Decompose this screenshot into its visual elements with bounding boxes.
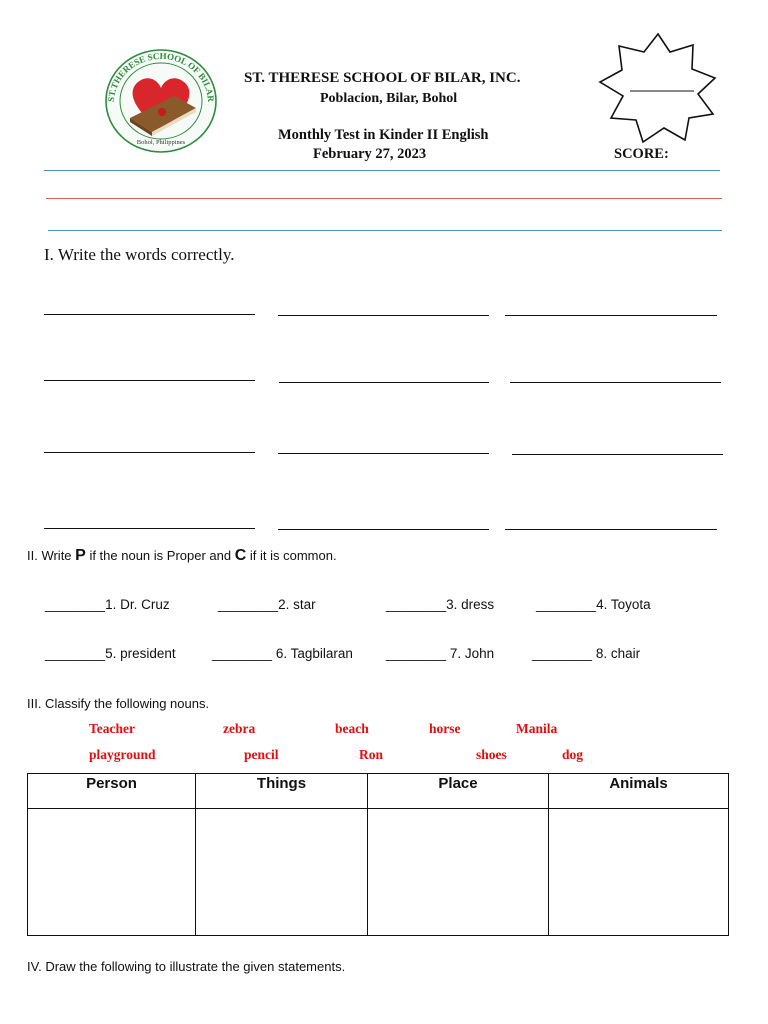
noun-word: Manila bbox=[516, 721, 558, 736]
noun-item[interactable]: ________4. Toyota bbox=[536, 597, 651, 612]
column-header-animals: Animals bbox=[609, 775, 668, 792]
score-label: SCORE: bbox=[614, 146, 669, 162]
test-title: Monthly Test in Kinder II English bbox=[278, 127, 489, 143]
noun-word: dog bbox=[562, 747, 584, 762]
test-date: February 27, 2023 bbox=[313, 146, 427, 162]
answer-cell-things[interactable] bbox=[196, 808, 368, 935]
noun-word: pencil bbox=[244, 747, 279, 762]
noun-word: horse bbox=[429, 721, 461, 736]
answer-line[interactable] bbox=[44, 380, 255, 381]
section4-title: IV. Draw the following to illustrate the given statements. bbox=[27, 959, 346, 974]
guide-line-bottom bbox=[48, 230, 722, 231]
school-address: Poblacion, Bilar, Bohol bbox=[320, 91, 458, 106]
logo-bottom-text: Bohol, Philippines bbox=[136, 139, 186, 146]
noun-item[interactable]: ________2. star bbox=[218, 597, 316, 612]
section2-title bbox=[27, 547, 337, 565]
answer-line[interactable] bbox=[505, 315, 717, 316]
guide-line-top bbox=[44, 170, 720, 171]
noun-item[interactable]: ________5. president bbox=[45, 646, 176, 661]
school-logo bbox=[104, 48, 218, 154]
answer-line[interactable] bbox=[278, 529, 489, 530]
answer-line[interactable] bbox=[510, 382, 721, 383]
noun-word: zebra bbox=[223, 721, 256, 736]
answer-cell-place[interactable] bbox=[368, 808, 549, 935]
section1-title: I. Write the words correctly. bbox=[44, 245, 235, 264]
section3-title: III. Classify the following nouns. bbox=[27, 696, 210, 711]
answer-line[interactable] bbox=[512, 454, 723, 455]
score-star-icon bbox=[596, 32, 720, 144]
section2-title-mid: if the noun is Proper and bbox=[85, 548, 235, 563]
noun-word: Ron bbox=[359, 747, 384, 762]
noun-word: beach bbox=[335, 721, 369, 736]
classify-table bbox=[27, 773, 729, 936]
guide-line-middle bbox=[46, 198, 722, 199]
section2-title-pre: II. Write bbox=[27, 548, 76, 563]
noun-item[interactable]: ________3. dress bbox=[386, 597, 495, 612]
answer-line[interactable] bbox=[278, 453, 489, 454]
noun-item[interactable]: ________1. Dr. Cruz bbox=[45, 597, 170, 612]
section2-title-post: if it is common. bbox=[246, 548, 337, 563]
answer-cell-animals[interactable] bbox=[549, 808, 728, 935]
column-header-person: Person bbox=[28, 774, 196, 808]
noun-word: playground bbox=[89, 747, 156, 762]
common-letter: C bbox=[234, 547, 247, 564]
noun-item[interactable]: ________ 6. Tagbilaran bbox=[212, 646, 353, 661]
noun-item[interactable]: ________ 8. chair bbox=[532, 646, 641, 661]
answer-line[interactable] bbox=[44, 314, 255, 315]
answer-line[interactable] bbox=[44, 528, 255, 529]
logo-ring-text: ST.THERESE SCHOOL OF BILAR bbox=[105, 50, 217, 103]
noun-item[interactable]: ________ 7. John bbox=[386, 646, 495, 661]
answer-cell-person[interactable] bbox=[28, 808, 196, 935]
answer-line[interactable] bbox=[279, 382, 489, 383]
column-header-things: Things bbox=[196, 774, 368, 808]
noun-word: Teacher bbox=[89, 721, 135, 736]
answer-line[interactable] bbox=[505, 529, 717, 530]
answer-line[interactable] bbox=[278, 315, 489, 316]
column-header-place: Place bbox=[368, 774, 549, 808]
proper-letter: P bbox=[75, 547, 86, 564]
noun-word: shoes bbox=[476, 747, 507, 762]
answer-line[interactable] bbox=[44, 452, 255, 453]
school-name: ST. THERESE SCHOOL OF BILAR, INC. bbox=[244, 70, 521, 86]
